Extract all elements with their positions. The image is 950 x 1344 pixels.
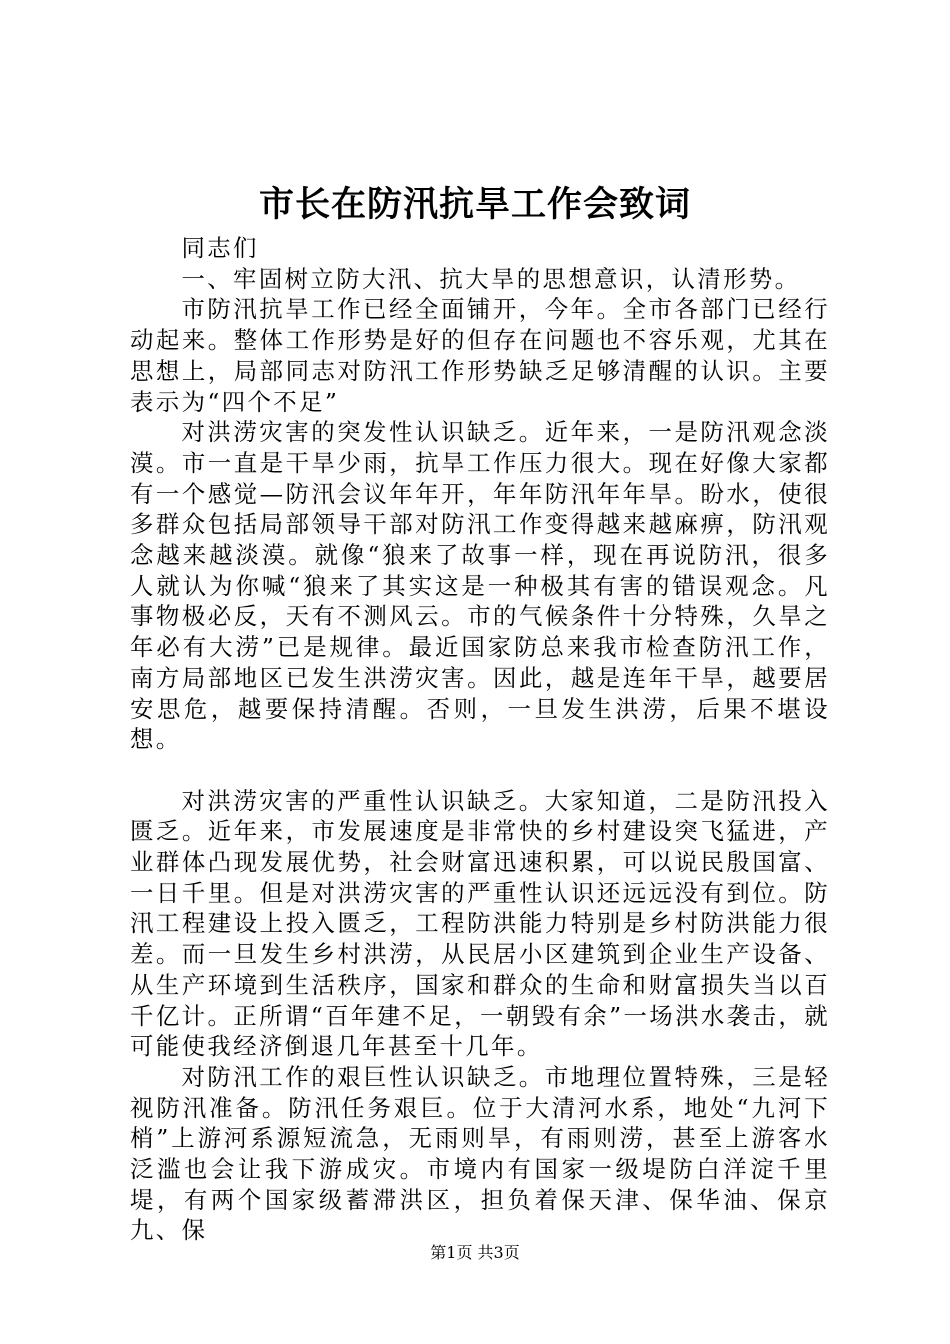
section-heading-paragraph: 一、牢固树立防大汛、抗大旱的思想意识，认清形势。 [181, 264, 801, 293]
body-paragraph: 市防汛抗旱工作已经全面铺开，今年。全市各部门已经行动起来。整体工作形势是好的但存在问题也不容乐观，尤其在思想上，局部同志对防汛工作形势缺乏足够清醒的认识。主要表示为“四个不足” [130, 295, 830, 416]
salutation-paragraph: 同志们 [181, 234, 259, 262]
body-paragraph: 对防汛工作的艰巨性认识缺乏。市地理位置特殊，三是轻视防汛准备。防汛任务艰巨。位于大清河水系，地处“九河下梢”上游河系源短流急，无雨则旱，有雨则涝，甚至上游客水泛滥也会让我下游成灾。市境内有国家一级堤防白洋淀千里堤，有两个国家级蓄滞洪区，担负着保天津、保华油、保京九、保 [130, 1062, 830, 1245]
page-number-footer: 第1页 共3页 [430, 1243, 520, 1262]
document-title: 市长在防汛抗旱工作会致词 [258, 184, 691, 225]
document-body [130, 233, 830, 1246]
body-paragraph: 对洪涝灾害的突发性认识缺乏。近年来，一是防汛观念淡漠。市一直是干旱少雨，抗旱工作压力很大。现在好像大家都有一个感觉—防汛会议年年开，年年防汛年年旱。盼水，使很多群众包括局部领导干部对防汛工作变得越来越麻痹，防汛观念越来越淡漠。就像“狼来了故事一样，现在再说防汛，很多人就认为你喊“狼来了其实这是一种极其有害的错误观念。凡事物极必反，天有不测风云。市的气候条件十分特殊，久旱之年必有大涝”已是规律。最近国家防总来我市检查防汛工作，南方局部地区已发生洪涝灾害。因此，越是连年干旱，越要居安思危，越要保持清醒。否则，一旦发生洪涝，后果不堪设想。 [130, 418, 830, 754]
body-paragraph: 对洪涝灾害的严重性认识缺乏。大家知道，二是防汛投入匮乏。近年来，市发展速度是非常快的乡村建设突飞猛进，产业群体凸现发展优势，社会财富迅速积累，可以说民殷国富、一日千里。但是对洪涝灾害的严重性认识还远远没有到位。防汛工程建设上投入匮乏，工程防洪能力特别是乡村防洪能力很差。而一旦发生乡村洪涝，从民居小区建筑到企业生产设备、从生产环境到生活秩序，国家和群众的生命和财富损失当以百千亿计。正所谓“百年建不足，一朝毁有余”一场洪水袭击，就可能使我经济倒退几年甚至十几年。 [130, 786, 830, 1061]
